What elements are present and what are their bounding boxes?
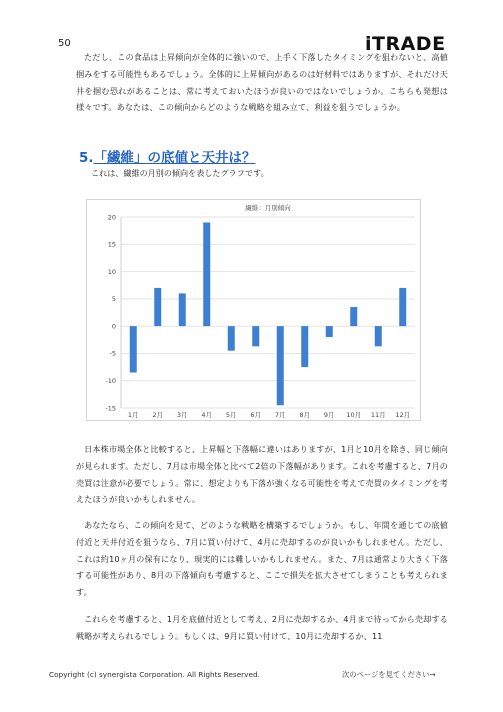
bar: [252, 326, 259, 346]
bar: [203, 222, 210, 326]
y-tick-label: 0: [111, 322, 116, 331]
chart-title: 繊維：月別傾向: [245, 204, 291, 212]
paragraph-3-text: あなたなら、この傾向を見て、どのような戦略を構築するでしょうか。もし、年間を通じての底値付近と天井付近を狙うなら、7月に買い付けて、4月に売却するのが良いかもしれません。ただし、これは約10ヶ月の保有になり、現実的には難しいかもしれません。また、7月は通常より大きく下落する可能性があり、8月の下落傾向も考慮すると、ここで損失を拡大させてしまうことも考えられます。: [76, 520, 448, 598]
paragraph-1: [76, 49, 448, 116]
x-tick-label: 6月: [250, 411, 262, 419]
bar: [179, 293, 186, 326]
itrade-logo: iTRADE: [365, 33, 446, 55]
heading-quoted: 「繊維」: [93, 150, 148, 166]
section-heading: [79, 146, 256, 166]
x-tick-label: 4月: [201, 411, 213, 419]
x-tick-label: 11月: [370, 411, 386, 419]
bar: [130, 326, 137, 372]
footer-next-page: 次のページを見てください→: [342, 670, 436, 679]
paragraph-2: [76, 441, 448, 508]
bar: [326, 326, 333, 337]
y-tick-label: -10: [105, 377, 116, 386]
chart-svg: [87, 200, 422, 422]
x-tick-label: 2月: [152, 411, 164, 419]
heading-rest: の底値と天井は？: [147, 150, 256, 166]
bar: [228, 326, 235, 351]
x-tick-label: 3月: [176, 411, 188, 419]
x-tick-label: 8月: [299, 411, 311, 419]
footer-copyright: Copyright (c) synergista Corporation. All Rights Reserved.: [49, 670, 260, 679]
x-tick-label: 12月: [395, 411, 411, 419]
x-tick-label: 1月: [127, 411, 139, 419]
chart-intro: これは、繊維の月別の傾向を表したグラフです。: [91, 168, 269, 178]
bar: [277, 326, 284, 405]
bar: [154, 288, 161, 326]
paragraph-3: [76, 517, 448, 601]
page-number: 50: [58, 38, 71, 49]
paragraph-4-text: これらを考慮すると、1月を底値付近として考え、2月に売却するか、4月まで待ってから売却する戦略が考えられるでしょう。もしくは、9月に買い付けて、10月に売却するか、11: [76, 614, 448, 641]
y-tick-label: -15: [105, 404, 116, 413]
bar: [350, 307, 357, 326]
bar: [301, 326, 308, 367]
x-tick-label: 7月: [274, 411, 286, 419]
y-tick-label: 5: [111, 295, 116, 304]
bar: [375, 326, 382, 346]
bar: [399, 288, 406, 326]
x-tick-label: 9月: [323, 411, 335, 419]
paragraph-1-text: ただし、この食品は上昇傾向が全体的に強いので、上手く下落したタイミングを狙わないと、高値掴みをする可能性もあるでしょう。全体的に上昇傾向があるのは好材料ではありますが、それだけ天井を掴む恐れがあることは、常に考えておいたほうが良いのではないでしょうか。こちらも発想は様々です。あなたは、この傾向からどのような戦略を組み立て、利益を狙うでしょうか。: [76, 52, 448, 113]
paragraph-2-text: 日本株市場全体と比較すると、上昇幅と下落幅に違いはありますが、1月と10月を除き、同じ傾向が見られます。ただし、7月は市場全体と比べて2倍の下落幅があります。これを考慮すると、7月の売買は注意が必要でしょう。常に、想定よりも下落が強くなる可能性を考えて売買のタイミングを考えたほうが良いかもしれません。: [76, 444, 448, 505]
x-tick-label: 5月: [225, 411, 237, 419]
y-tick-label: 20: [107, 213, 116, 222]
heading-number: 5.: [79, 150, 94, 166]
x-tick-label: 10月: [346, 411, 362, 419]
y-tick-label: 15: [107, 240, 116, 249]
y-tick-label: -5: [109, 349, 116, 358]
monthly-trend-chart: [86, 199, 421, 421]
y-tick-label: 10: [107, 267, 116, 276]
paragraph-4: [76, 611, 448, 645]
